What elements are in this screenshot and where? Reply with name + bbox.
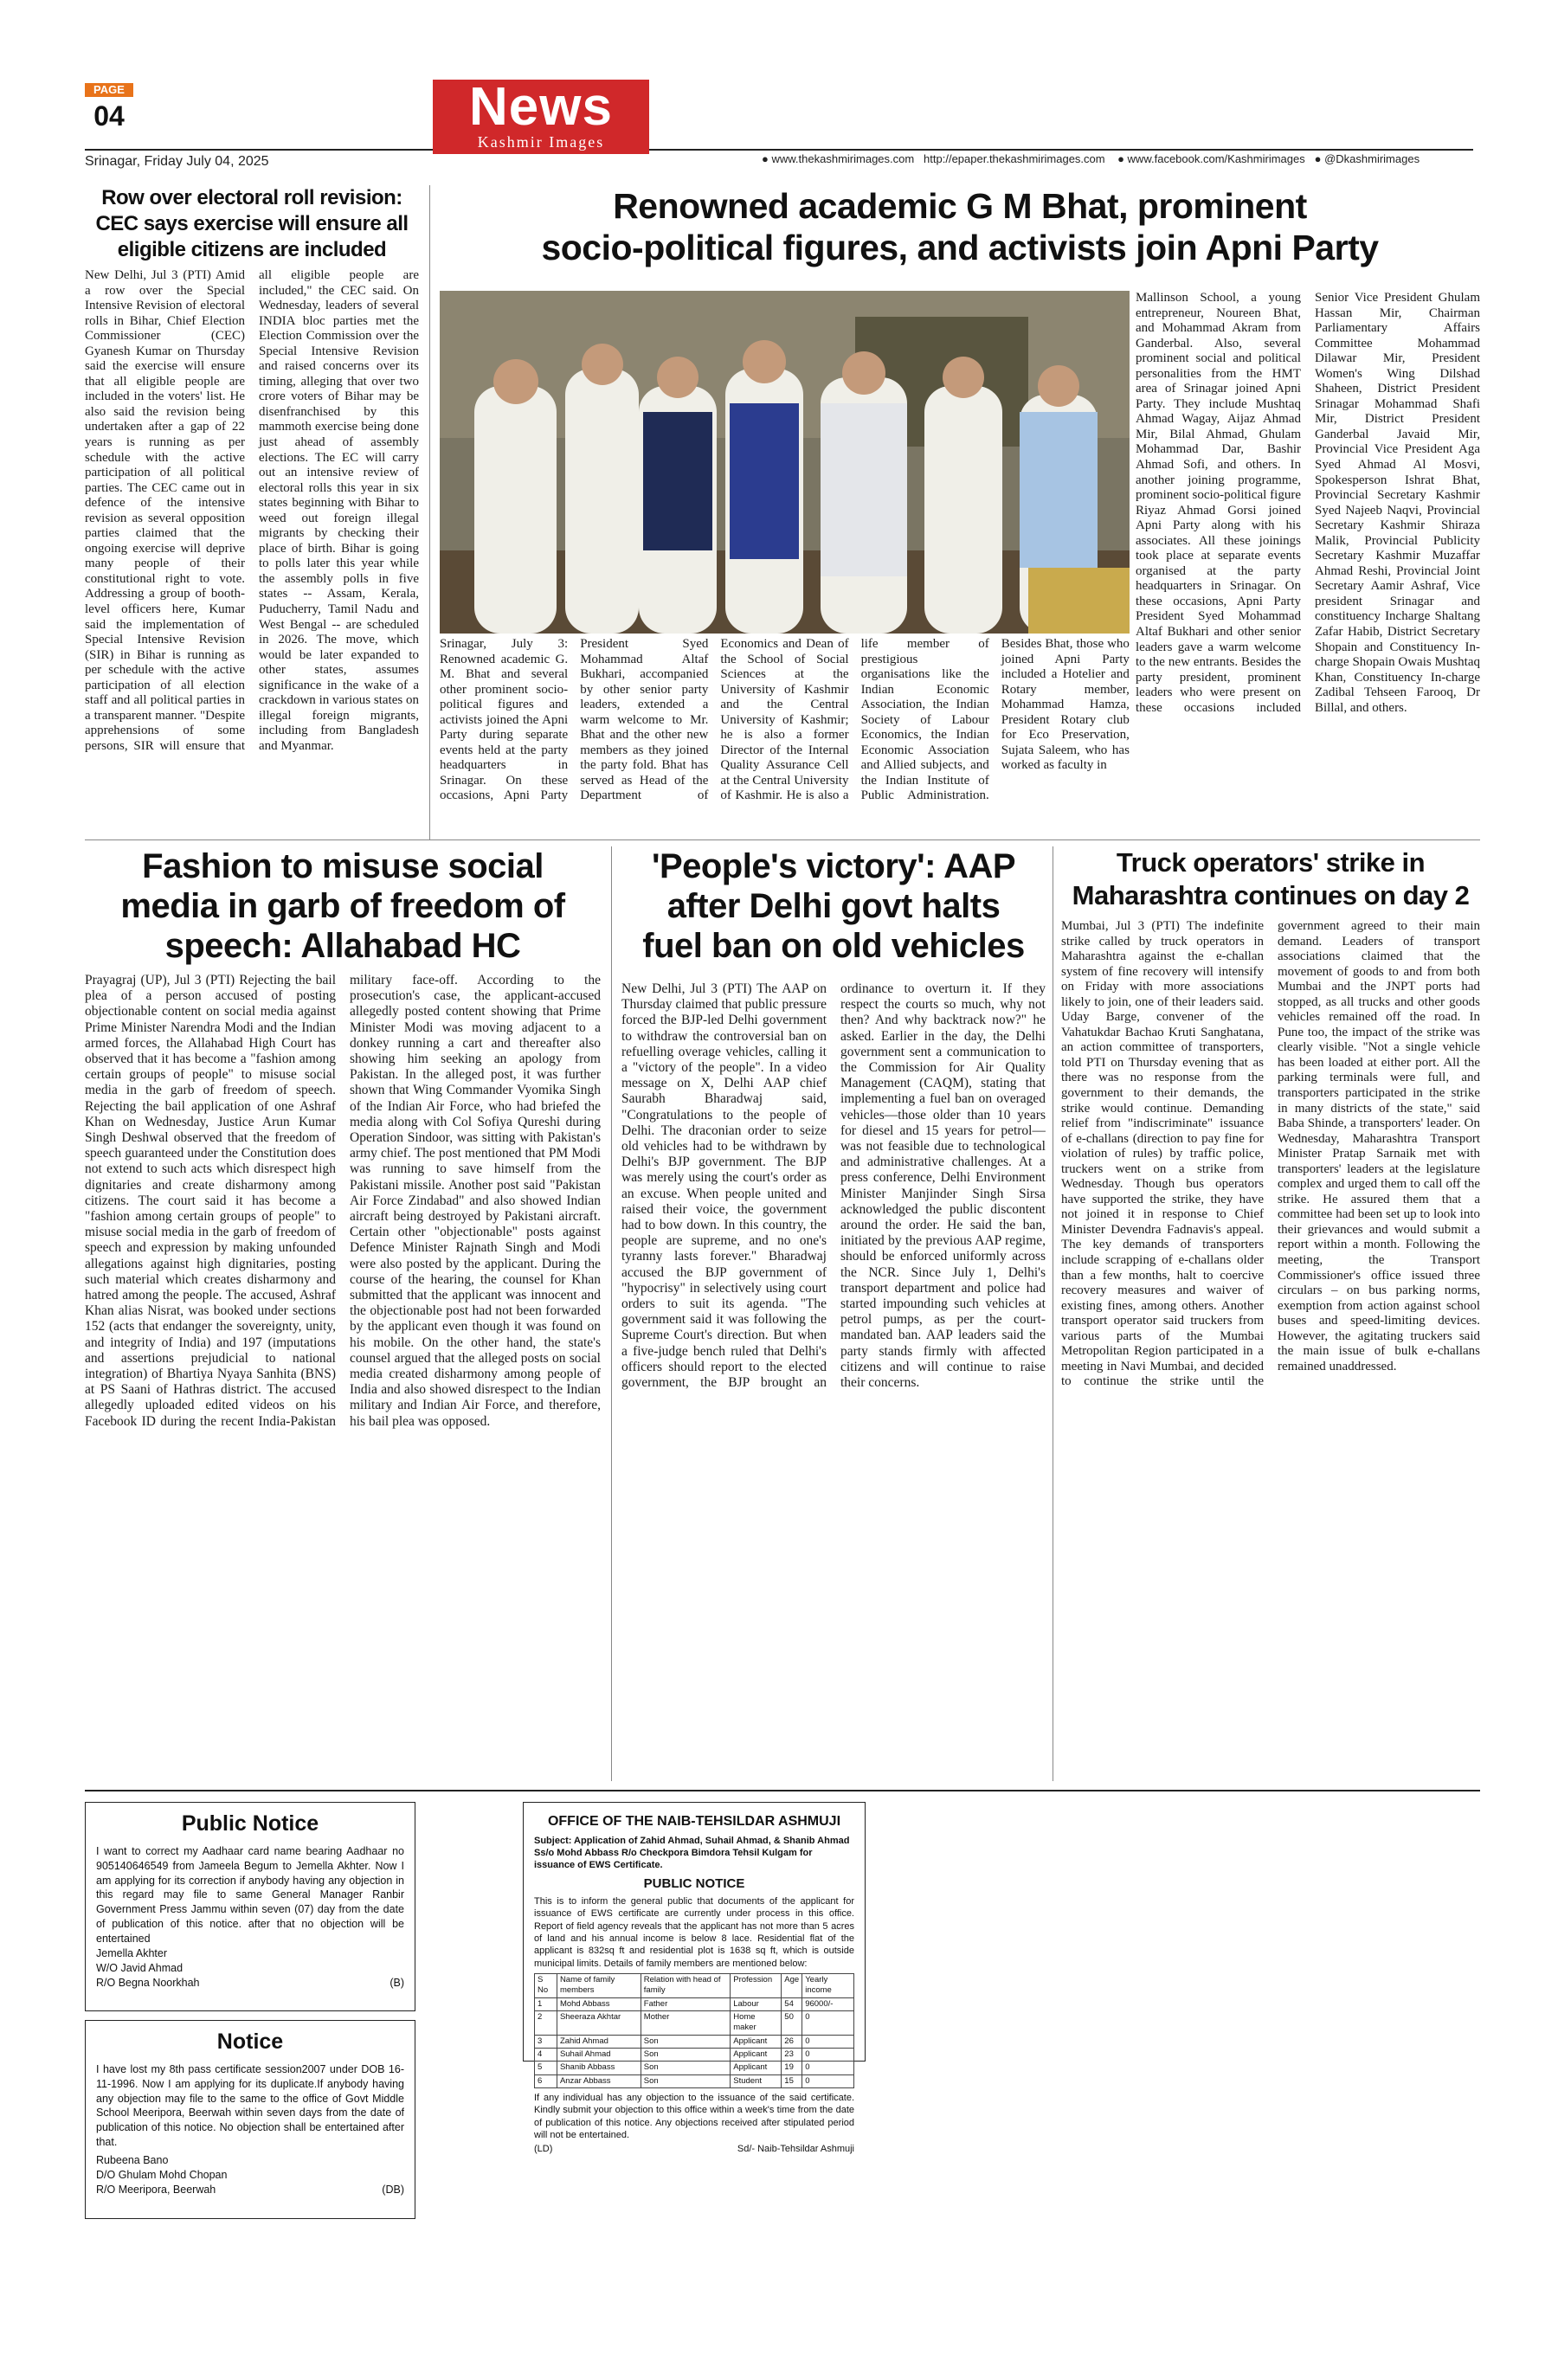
masthead-links [762, 152, 1420, 165]
notice-lost-certificate [85, 2020, 415, 2219]
group-photo-illustration [440, 291, 1130, 634]
headline-line: media in garb of freedom of [120, 887, 565, 925]
headline-line: CEC says exercise will ensure all [95, 212, 409, 235]
page-tag [85, 83, 133, 137]
article-body: Mumbai, Jul 3 (PTI) The indefinite strike called by truck operators in Maharashtra against the e-challan system of fine recovery will intensify on Friday with more associations likely to join, one of their leaders said. Uday Barge, convener of the Vahatukdar Bachao Kruti Sanghatana, an action committee of transporters, told PTI on Thursday evening that as there was no response from the government to their demands, the strike would continue. Demanding relief from "indiscriminate" issuance of e-challans (direction to pay fine for violation of rules) by traffic police, truckers went on a strike from Wednesday. Though bus operators have supported the strike, they have not joined it in response to Chief Minister Devendra Fadnavis's appeal. The key demands of transporters include scrapping of e-challans older than a few months, halt to coercive recovery measures and waiver of existing fines, among others. Another transport operator said truckers from various parts of the Mumbai Metropolitan Region participated in a meeting in Navi Mumbai, and decided to continue the strike until the government agreed to their main demand. Leaders of transport associations claimed that the movement of goods to and from both Mumbai and the JNPT ports had stopped, as all trucks and other goods vehicles remained off the road. In Pune too, the impact of the strike was clearly visible. "Not a single vehicle has been loaded at either port. All the parking terminals were full, and transporters participated in the strike in many districts of the state," said Baba Shinde, a transporters' leader. On Wednesday, Maharashtra Transport Minister Pratap Sarnaik met with transporters' leaders at the legislature complex and urged them to call off the strike. He assured them that a committee had been set up to look into their grievances and would submit a report within a month. Following the meeting, the Transport Commissioner's office issued three circulars – on bus parking norms, exemption from action against school buses and speed-limiting devices. However, the agitating truckers said the main issue of bulk e-challans remained unaddressed. [1061, 919, 1480, 1389]
article-allahabad-hc [85, 846, 601, 1790]
web-icon: ● [762, 152, 769, 165]
table-row: 2 Sheeraza Akhtar Mother Home maker 50 0 [535, 2011, 854, 2036]
table-row: 6 Anzar Abbass Son Student 15 0 [535, 2074, 854, 2087]
notice-body: This is to inform the general public that documents of the applicant for issuance of EWS certificate are currently under process in this office. Report of field agency reveals that the applicant has not more than 5 acres of land and his annual income is below 8 lace. Residential flat of the applicant is 832sq ft and residential plot is 1638 sq ft, which is outside municipal limits. Details of family members are mentioned below: [534, 1896, 854, 1969]
article-body: New Delhi, Jul 3 (PTI) Amid a row over the Special Intensive Revision of electoral rolls in Bihar, Chief Election Commissioner (CEC) Gyanesh Kumar on Thursday said the exercise will ensure that all eligible people are included in the voters' list. He also said the revision being undertaken after a gap of 22 years is running as per schedule with the active participation of all political parties. The CEC came out in defence of the intensive revision as several opposition parties claimed that the ongoing exercise will deprive many people of their constitutional right to vote. Addressing a group of booth-level officers here, Kumar said the implementation of Special Intensive Revision (SIR) in Bihar is running as per schedule with the active participation of all election staff and all political parties in a transparent manner. "Despite apprehensions of some persons, SIR will ensure that all eligible people are included," the CEC said. On Wednesday, leaders of several INDIA bloc parties met the Election Commission over the Special Intensive Revision and raised concerns over its timing, alleging that over two crore voters of Bihar may be disenfranchised by this mammoth exercise being done just ahead of assembly elections. The EC will carry out an intensive review of electoral rolls this year in six states beginning with Bihar to weed out foreign illegal migrants by checking their place of birth. Bihar is going to polls later this year while the assembly polls in five states -- Assam, Kerala, Puducherry, Tamil Nadu and West Bengal -- are scheduled in 2026. The move, which would be later expanded to other states, assumes significance in the wake of a crackdown in various states on illegal foreign migrants, including from Bangladesh and Myanmar. [85, 268, 419, 753]
logo-main: News [469, 77, 613, 137]
family-members-table [534, 1973, 854, 2088]
logo-sub: Kashmir Images [477, 133, 605, 151]
headline-line: 'People's victory': AAP [651, 847, 1016, 885]
notice-title: Notice [216, 2029, 284, 2054]
dateline: Srinagar, Friday July 04, 2025 [85, 154, 269, 169]
headline-line: fuel ban on old vehicles [642, 927, 1025, 965]
facebook-link[interactable]: www.facebook.com/Kashmirimages [1127, 152, 1305, 165]
notice-signature: Jemella Akhter W/O Javid Ahmad R/O Begna Noorkhah (B) [96, 1946, 404, 1989]
table-row: 1 Mohd Abbass Father Labour 54 96000/- [535, 1997, 854, 2010]
table-row: 4 Suhail Ahmad Son Applicant 23 0 [535, 2049, 854, 2062]
article-aap-fuel-ban [621, 846, 1046, 1790]
public-notice-aadhaar [85, 1802, 415, 2011]
article-body: Prayagraj (UP), Jul 3 (PTI) Rejecting the bail plea of a person accused of posting objectionable content on social media against Prime Minister Narendra Modi and the Indian armed forces, the Allahabad High Court has observed that it has become a "fashion among certain groups of people" to misuse social media in the garb of freedom of speech. Rejecting the bail application of one Ashraf Khan on Wednesday, Justice Arun Kumar Singh Deshwal observed that the freedom of speech guaranteed under the Constitution does not extend to such acts which disrespect high dignitaries and create disharmony among citizens. The court said it has become a "fashion among certain groups of people" to misuse social media in the garb of freedom of speech and expression by making unfounded allegations against high dignitaries, posting such material which creates disharmony and hatred among the people. The accused, Ashraf Khan alias Nisrat, was booked under sections 152 (acts that endanger the sovereignty, unity, and integrity of India) and 197 (imputations and assertions prejudicial to national integration) of Bhartiya Nyaya Sanhita (BNS) at PS Saani of Hathras district. The accused allegedly uploaded edited videos on his Facebook ID during the recent India-Pakistan military face-off. According to the prosecution's case, the applicant-accused allegedly posted content showing that Prime Minister Modi was moving adjacent to a donkey running a cart and thereafter also showing him seeking an apology from Pakistan. In the alleged post, it was further shown that Wing Commander Vyomika Singh of the Indian Air Force, who had briefed the media along with Col Sofiya Qureshi during Operation Sindoor, was sitting with Pakistan's army chief. The post mentioned that PM Modi was running to save himself from the Pakistani missile. Another post said "Pakistan Air Force Zindabad" and also showed Indian aircraft being destroyed by Pakistani aircraft. Certain other "objectionable" posts against Defence Minister Rajnath Singh and Modi were also posted by the applicant. During the course of the hearing, the counsel for Khan submitted that the applicant was innocent and the objectionable post had not been forwarded by the applicant even though it was found on his mobile. On the other hand, the state's counsel argued that the alleged posts on social media created disharmony among people of India and also showed disrespect to the Indian military and Indian Air Force, and therefore, his bail plea was opposed. [85, 973, 601, 1429]
headline-line: eligible citizens are included [117, 238, 387, 261]
headline-line: Truck operators' strike in [1116, 847, 1426, 878]
table-row: 3 Zahid Ahmad Son Applicant 26 0 [535, 2035, 854, 2048]
headline-line: Renowned academic G M Bhat, prominent [613, 186, 1307, 226]
notice-title: Public Notice [181, 1811, 319, 1836]
notice-title: OFFICE OF THE NAIB-TEHSILDAR ASHMUJI [547, 1814, 841, 1829]
notice-subtitle: PUBLIC NOTICE [643, 1875, 745, 1891]
notice-body: I want to correct my Aadhaar card name bearing Aadhaar no 905140646549 from Jameela Begum to Jemella Akhter. Now I am applying for its correction if anybody having any objection in this regard may file to same General Manager Ranbir Government Press Jammu within seven (07) day from the date of publication of this notice. after that no objection will be entertained [96, 1844, 404, 1945]
article-body: Srinagar, July 3: Renowned academic G. M. Bhat and several other prominent socio-political figures and activists joined the Apni Party during separate events held at the party headquarters in Srinagar. On these occasions, Apni Party President Syed Mohammad Altaf Bukhari, accompanied by other senior party leaders, extended a warm welcome to Mr. Bhat and the other new members as they joined the party fold. Bhat has served as Head of the Department of Economics and Dean of the School of Social Sciences at the University of Kashmir and the Central University of Kashmir; he is also a former Director of the Internal Quality Assurance Cell at the Central University of Kashmir. He is also a life member of prestigious organisations like the Indian Economic Association, the Indian Society of Labour Economics, the Indian Economic Association and Allied subjects, and the Indian Institute of Public Administration. Besides Bhat, those who joined Apni Party included a Hotelier and Rotary member, Mohammad Hamza, President Rotary club for Eco Preservation, Sujata Saleem, who has worked as faculty in [440, 637, 1130, 803]
headline-line: speech: Allahabad HC [164, 927, 521, 965]
twitter-link[interactable]: @Dkashmirimages [1324, 152, 1420, 165]
page-label: PAGE [85, 83, 133, 97]
naib-tehsildar-ews-notice [523, 1802, 866, 2155]
article-body-continued: Mallinson School, a young entrepreneur, Noureen Bhat, and Mohammad Akram from Ganderbal. Also, several prominent social and political personalities from the HMT area of Srinagar joined Apni Party. They include Mushtaq Ahmad Wagay, Aijaz Ahmad Mir, Bilal Ahmad, Ghulam Mohammad Dar, Bashir Ahmad Sofi, and others. In another joining programme, prominent socio-political figure Riyaz Ahmad Gorsi joined Apni Party along with his associates. All these joinings took place at separate events organised at the party headquarters in Srinagar. On these occasions, Apni Party President Syed Mohammad Altaf Bukhari and other senior leaders gave a warm welcome to the new entrants. Besides the party president, prominent leaders who were present on these occasions included Senior Vice President Ghulam Hassan Mir, Chairman Parliamentary Affairs Committee Mohammad Dilawar Mir, President Women's Wing Dilshad Shaheen, District President Srinagar Mohammad Shafi Mir, District President Ganderbal Javaid Mir, Provincial Vice President Aga Syed Ahmad Al Mosvi, Spokesperson Ishrat Bhat, Provincial Secretary Kashmir Syed Najeeb Naqvi, Provincial Secretary Kashmir Shiraza Malik, Provincial Publicity Secretary Kashmir Muzaffar Ahmad Reshi, Provincial Joint Secretary Aamir Ashraf, Vice president Srinagar and constituency Incharge Shaltang Zafar Habib, District Secretary Shopain and Constituency In-charge Shopain Owais Mushtaq Khan, Constituency In-charge Zadibal Tehseen Farooq, Dr Billal, and others. [1136, 291, 1480, 715]
headline-line: Row over electoral roll revision: [101, 186, 402, 209]
article-body: New Delhi, Jul 3 (PTI) The AAP on Thursday claimed that public pressure forced the BJP-led Delhi government to withdraw the controversial ban on refuelling overage vehicles, calling it a "victory of the people". In a video message on X, Delhi AAP chief Saurabh Bharadwaj said, "Congratulations to the people of Delhi. The draconian order to seize old vehicles had to be withdrawn by Delhi's BJP government. The BJP was merely using the court's order as an excuse. When people united and raised their voice, the government had to bow down. In this country, the people are supreme, and no one's tyranny lasts forever." Bharadwaj accused the BJP government of "hypocrisy" in selectively using court orders to suit its agenda. "The government said it was following the Supreme Court's direction. But when a five-judge bench ruled that Delhi's officers should report to the elected government, the BJP brought an ordinance to overturn it. If they respect the courts so much, why not then? And why backtrack now?" he asked. Earlier in the day, the Delhi government sent a communication to the Commission for Air Quality Management (CAQM), stating that implementing a fuel ban on overaged vehicles—those older than 10 years for diesel and 15 years for petrol—was not feasible due to technological and administrative challenges. At a press conference, Delhi Environment Minister Manjinder Singh Sirsa acknowledged the public discontent around the order. He said the ban, initiated by the previous AAP regime, should be enforced uniformly across the NCR. Since July 1, Delhi's transport department and police had started impounding such vehicles at petrol pumps, as per the court-mandated ban. AAP leaders said the party stands firmly with affected citizens and will continue to raise their concerns. [621, 981, 1046, 1391]
headline-line: after Delhi govt halts [666, 887, 1001, 925]
table-row: 5 Shanib Abbass Son Applicant 19 0 [535, 2062, 854, 2074]
headline-line: Fashion to misuse social [142, 847, 544, 885]
notice-code: (B) [390, 1976, 404, 1989]
notice-body: I have lost my 8th pass certificate session2007 under DOB 16-11-1996. Now I am applying for its duplicate.If anybody having any objection may file to the same to the office of Govt Middle School Meeripora, Beerwah within seven days from the date of publication of this notice. No objection shall be entertained after that. [96, 2062, 404, 2149]
twitter-icon: ● [1314, 152, 1322, 165]
notice-footer: If any individual has any objection to the issuance of the said certificate. Kindly submit your objection to this office within a week's time from the date of publication of this notice. Any objections received after stipulated period will not be entertained. [534, 2093, 854, 2140]
notice-code: (DB) [382, 2183, 404, 2196]
page-number: 04 [93, 100, 125, 132]
masthead-logo[interactable] [433, 77, 649, 158]
website-link[interactable]: www.thekashmirimages.com [771, 152, 915, 165]
headline-line: Maharashtra continues on day 2 [1072, 880, 1470, 910]
facebook-icon: ● [1117, 152, 1124, 165]
article-truck-strike [1061, 846, 1480, 1790]
notice-signature: Sd/- Naib-Tehsildar Ashmuji [737, 2144, 854, 2155]
headline-line: socio-political figures, and activists join Apni Party [541, 228, 1379, 267]
notice-subject: Subject: Application of Zahid Ahmad, Suhail Ahmad, & Shanib Ahmad Ss/o Mohd Abbass R/o Checkpora Bimdora Tehsil Kulgam for issuance of EWS Certificate. [534, 1835, 850, 1871]
article-electoral-roll [85, 185, 419, 826]
table-header-row: S No Name of family members Relation with head of family Profession Age Yearly income [535, 1973, 854, 1997]
notice-signature: Rubeena Bano D/O Ghulam Mohd Chopan R/O Meeripora, Beerwah (DB) [96, 2154, 404, 2196]
notice-code: (LD) [534, 2144, 553, 2155]
party-joining-photo [440, 291, 1130, 634]
epaper-link[interactable]: http://epaper.thekashmirimages.com [924, 152, 1105, 165]
